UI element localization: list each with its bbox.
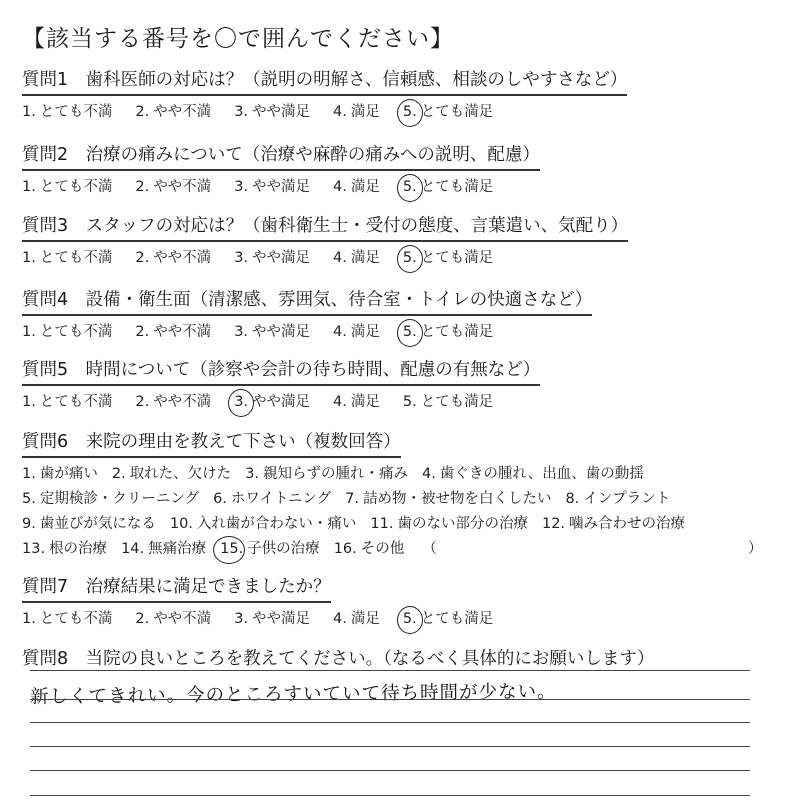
option-number: 2. — [135, 179, 150, 195]
option-number: 8. — [565, 491, 580, 507]
option[interactable] — [234, 246, 310, 267]
option[interactable] — [22, 512, 156, 533]
option[interactable] — [422, 462, 644, 483]
question-8 — [22, 645, 782, 673]
option-number: 4. — [422, 466, 436, 482]
option-number: 4. — [333, 179, 347, 195]
option[interactable] — [135, 100, 211, 121]
option[interactable] — [22, 100, 112, 121]
handwritten-answer: 新しくてきれい。今のところすいていて待ち時間が少ない。 — [29, 681, 557, 708]
option[interactable] — [234, 175, 310, 196]
option-number: 14. — [121, 541, 145, 557]
option[interactable] — [345, 487, 551, 508]
option-number: 3. — [234, 611, 249, 627]
option-label: やや満足 — [252, 324, 311, 340]
option-number: 6. — [213, 491, 227, 507]
option-number: 9. — [22, 516, 36, 532]
option-number: 7. — [345, 491, 359, 507]
option[interactable] — [121, 537, 206, 558]
option-label: とても満足 — [420, 394, 494, 410]
question-5-title: 質問5 時間について（診察や会計の待ち時間、配慮の有無など） — [22, 356, 540, 386]
option-label: 歯が痛い — [39, 466, 98, 482]
option[interactable] — [22, 462, 98, 483]
option[interactable] — [213, 487, 331, 508]
option[interactable] — [565, 487, 670, 508]
option-label: やや満足 — [252, 394, 311, 410]
option-label: とても不満 — [39, 179, 113, 195]
option-number: 1. — [22, 250, 36, 266]
option-label: 満足 — [350, 179, 380, 195]
answer-line — [30, 795, 750, 796]
option-label: やや不満 — [153, 104, 212, 120]
option-label: 満足 — [350, 104, 380, 120]
option-number: 5. — [402, 250, 417, 266]
option-number: 4. — [333, 611, 347, 627]
option-label: その他 — [360, 541, 405, 557]
other-paren-open: （ — [422, 541, 437, 557]
question-1 — [22, 66, 782, 121]
option[interactable] — [22, 390, 112, 411]
selected-option[interactable] — [403, 100, 493, 121]
option-label: 詰め物・被せ物を白くしたい — [362, 491, 552, 507]
option-number: 3. — [234, 179, 249, 195]
option-number: 1. — [22, 394, 36, 410]
question-2-options — [22, 175, 782, 196]
option-number: 11. — [370, 516, 394, 532]
answer-line — [30, 670, 750, 671]
option-label: やや満足 — [252, 611, 311, 627]
option-label: やや満足 — [252, 179, 311, 195]
option-label: とても不満 — [39, 104, 113, 120]
question-6-options — [22, 462, 782, 562]
option-number: 3. — [234, 250, 249, 266]
option-number: 3. — [234, 104, 249, 120]
option[interactable] — [22, 537, 107, 558]
option[interactable] — [135, 607, 211, 628]
question-2-title: 質問2 治療の痛みについて（治療や麻酔の痛みへの説明、配慮） — [22, 141, 540, 171]
option[interactable] — [22, 246, 112, 267]
question-7 — [22, 573, 782, 628]
option-number: 5. — [402, 324, 417, 340]
option-label: インプラント — [583, 491, 671, 507]
option[interactable] — [333, 175, 380, 196]
option-label: やや不満 — [153, 394, 212, 410]
survey-heading: 【該当する番号を〇で囲んでください】 — [22, 26, 454, 52]
option-label: とても満足 — [420, 611, 494, 627]
option-label: 親知らずの腫れ・痛み — [263, 466, 409, 482]
other-paren-close: ） — [748, 541, 763, 557]
option[interactable] — [135, 320, 211, 341]
option-label: やや不満 — [153, 179, 212, 195]
option-number: 5. — [402, 104, 417, 120]
option[interactable] — [333, 320, 380, 341]
answer-line — [30, 722, 750, 723]
answer-line — [30, 770, 750, 771]
question-3-title: 質問3 スタッフの対応は？（歯科衛生士・受付の態度、言葉遣い、気配り） — [22, 212, 628, 242]
option-number: 1. — [22, 179, 36, 195]
option-number: 3. — [234, 394, 249, 410]
option[interactable] — [403, 390, 493, 411]
option[interactable] — [370, 512, 528, 533]
question-3 — [22, 212, 782, 267]
option[interactable] — [135, 390, 211, 411]
option-label: 無痛治療 — [148, 541, 207, 557]
option-label: 満足 — [350, 394, 380, 410]
option[interactable] — [234, 607, 310, 628]
option-number: 1. — [22, 324, 36, 340]
option-number: 1. — [22, 104, 36, 120]
question-1-title: 質問1 歯科医師の対応は？（説明の明解さ、信頼感、相談のしやすさなど） — [22, 66, 627, 96]
option-number: 16. — [333, 541, 357, 557]
option-number: 5. — [402, 179, 417, 195]
option[interactable] — [333, 607, 380, 628]
option-label: 歯のない部分の治療 — [397, 516, 528, 532]
option-number: 12. — [541, 516, 566, 532]
question-7-options — [22, 607, 782, 628]
selected-option[interactable] — [220, 537, 320, 558]
option-label: とても不満 — [39, 611, 113, 627]
selected-option[interactable] — [403, 175, 493, 196]
option-number: 10. — [169, 516, 193, 532]
option-number: 2. — [135, 324, 150, 340]
option-number: 5. — [402, 394, 417, 410]
option[interactable] — [234, 320, 310, 341]
option[interactable] — [22, 607, 112, 628]
option-row — [22, 512, 782, 537]
option-number: 2. — [135, 611, 150, 627]
question-3-options — [22, 246, 782, 267]
option-number: 3. — [245, 466, 260, 482]
question-2 — [22, 141, 782, 196]
option[interactable] — [333, 246, 380, 267]
selected-option[interactable] — [403, 320, 493, 341]
option-label: とても不満 — [39, 324, 113, 340]
option-label: やや満足 — [252, 104, 311, 120]
option[interactable] — [22, 320, 112, 341]
question-5-options — [22, 390, 782, 411]
option-label: 噛み合わせの治療 — [569, 516, 686, 532]
option-label: ホワイトニング — [230, 491, 332, 507]
option[interactable] — [170, 512, 357, 533]
option-label: とても満足 — [420, 250, 494, 266]
selected-option[interactable] — [234, 390, 310, 411]
option-label: 満足 — [350, 324, 380, 340]
option-label: 根の治療 — [49, 541, 108, 557]
question-6-title: 質問6 来院の理由を教えて下さい（複数回答） — [22, 428, 401, 458]
option-label: 歯並びが気になる — [39, 516, 156, 532]
option[interactable] — [22, 175, 112, 196]
option-row — [22, 487, 782, 512]
option[interactable] — [234, 100, 310, 121]
option[interactable] — [333, 100, 380, 121]
option-label: とても不満 — [39, 250, 113, 266]
option-number: 2. — [135, 394, 150, 410]
option-number: 4. — [333, 250, 347, 266]
option-number: 4. — [333, 394, 347, 410]
option-label: 満足 — [350, 611, 380, 627]
option-number: 1. — [22, 611, 36, 627]
question-8-title: 質問8 当院の良いところを教えてください。（なるべく具体的にお願いします） — [22, 649, 655, 669]
option[interactable] — [112, 462, 231, 483]
option-label: やや満足 — [252, 250, 311, 266]
option-number: 4. — [333, 104, 347, 120]
selected-option[interactable] — [403, 607, 493, 628]
option-label: とても満足 — [420, 179, 494, 195]
option-number: 15. — [220, 541, 244, 557]
option[interactable] — [22, 487, 199, 508]
answer-line — [30, 699, 750, 700]
option-label: とても不満 — [39, 394, 113, 410]
option-number: 2. — [135, 104, 150, 120]
option-number: 1. — [22, 466, 36, 482]
option-label: やや不満 — [153, 250, 212, 266]
question-4-options — [22, 320, 782, 341]
question-5 — [22, 356, 782, 411]
answer-line — [30, 746, 750, 747]
question-7-title: 質問7 治療結果に満足できましたか？ — [22, 573, 331, 603]
option[interactable] — [334, 537, 405, 558]
option[interactable] — [135, 175, 211, 196]
option-number: 5. — [22, 491, 36, 507]
option[interactable] — [542, 512, 685, 533]
selected-option[interactable] — [403, 246, 493, 267]
question-4-title: 質問4 設備・衛生面（清潔感、雰囲気、待合室・トイレの快適さなど） — [22, 286, 592, 316]
option-label: とても満足 — [420, 324, 494, 340]
option-number: 2. — [135, 250, 150, 266]
option-label: 歯ぐきの腫れ、出血、歯の動揺 — [439, 466, 644, 482]
option-label: 満足 — [350, 250, 380, 266]
question-1-options — [22, 100, 782, 121]
option-row — [22, 462, 782, 487]
option-label: 子供の治療 — [247, 541, 320, 557]
question-6 — [22, 428, 782, 562]
option[interactable] — [135, 246, 211, 267]
option[interactable] — [245, 462, 408, 483]
option-label: とても満足 — [420, 104, 494, 120]
option-number: 5. — [402, 611, 417, 627]
option[interactable] — [333, 390, 380, 411]
option-row — [22, 537, 782, 562]
option-number: 4. — [333, 324, 347, 340]
question-4 — [22, 286, 782, 341]
option-label: やや不満 — [153, 611, 212, 627]
option-label: 定期検診・クリーニング — [39, 491, 200, 507]
option-number: 2. — [111, 466, 126, 482]
option-number: 3. — [234, 324, 249, 340]
option-label: やや不満 — [153, 324, 212, 340]
option-label: 入れ歯が合わない・痛い — [196, 516, 357, 532]
option-number: 13. — [22, 541, 46, 557]
option-label: 取れた、欠けた — [129, 466, 232, 482]
